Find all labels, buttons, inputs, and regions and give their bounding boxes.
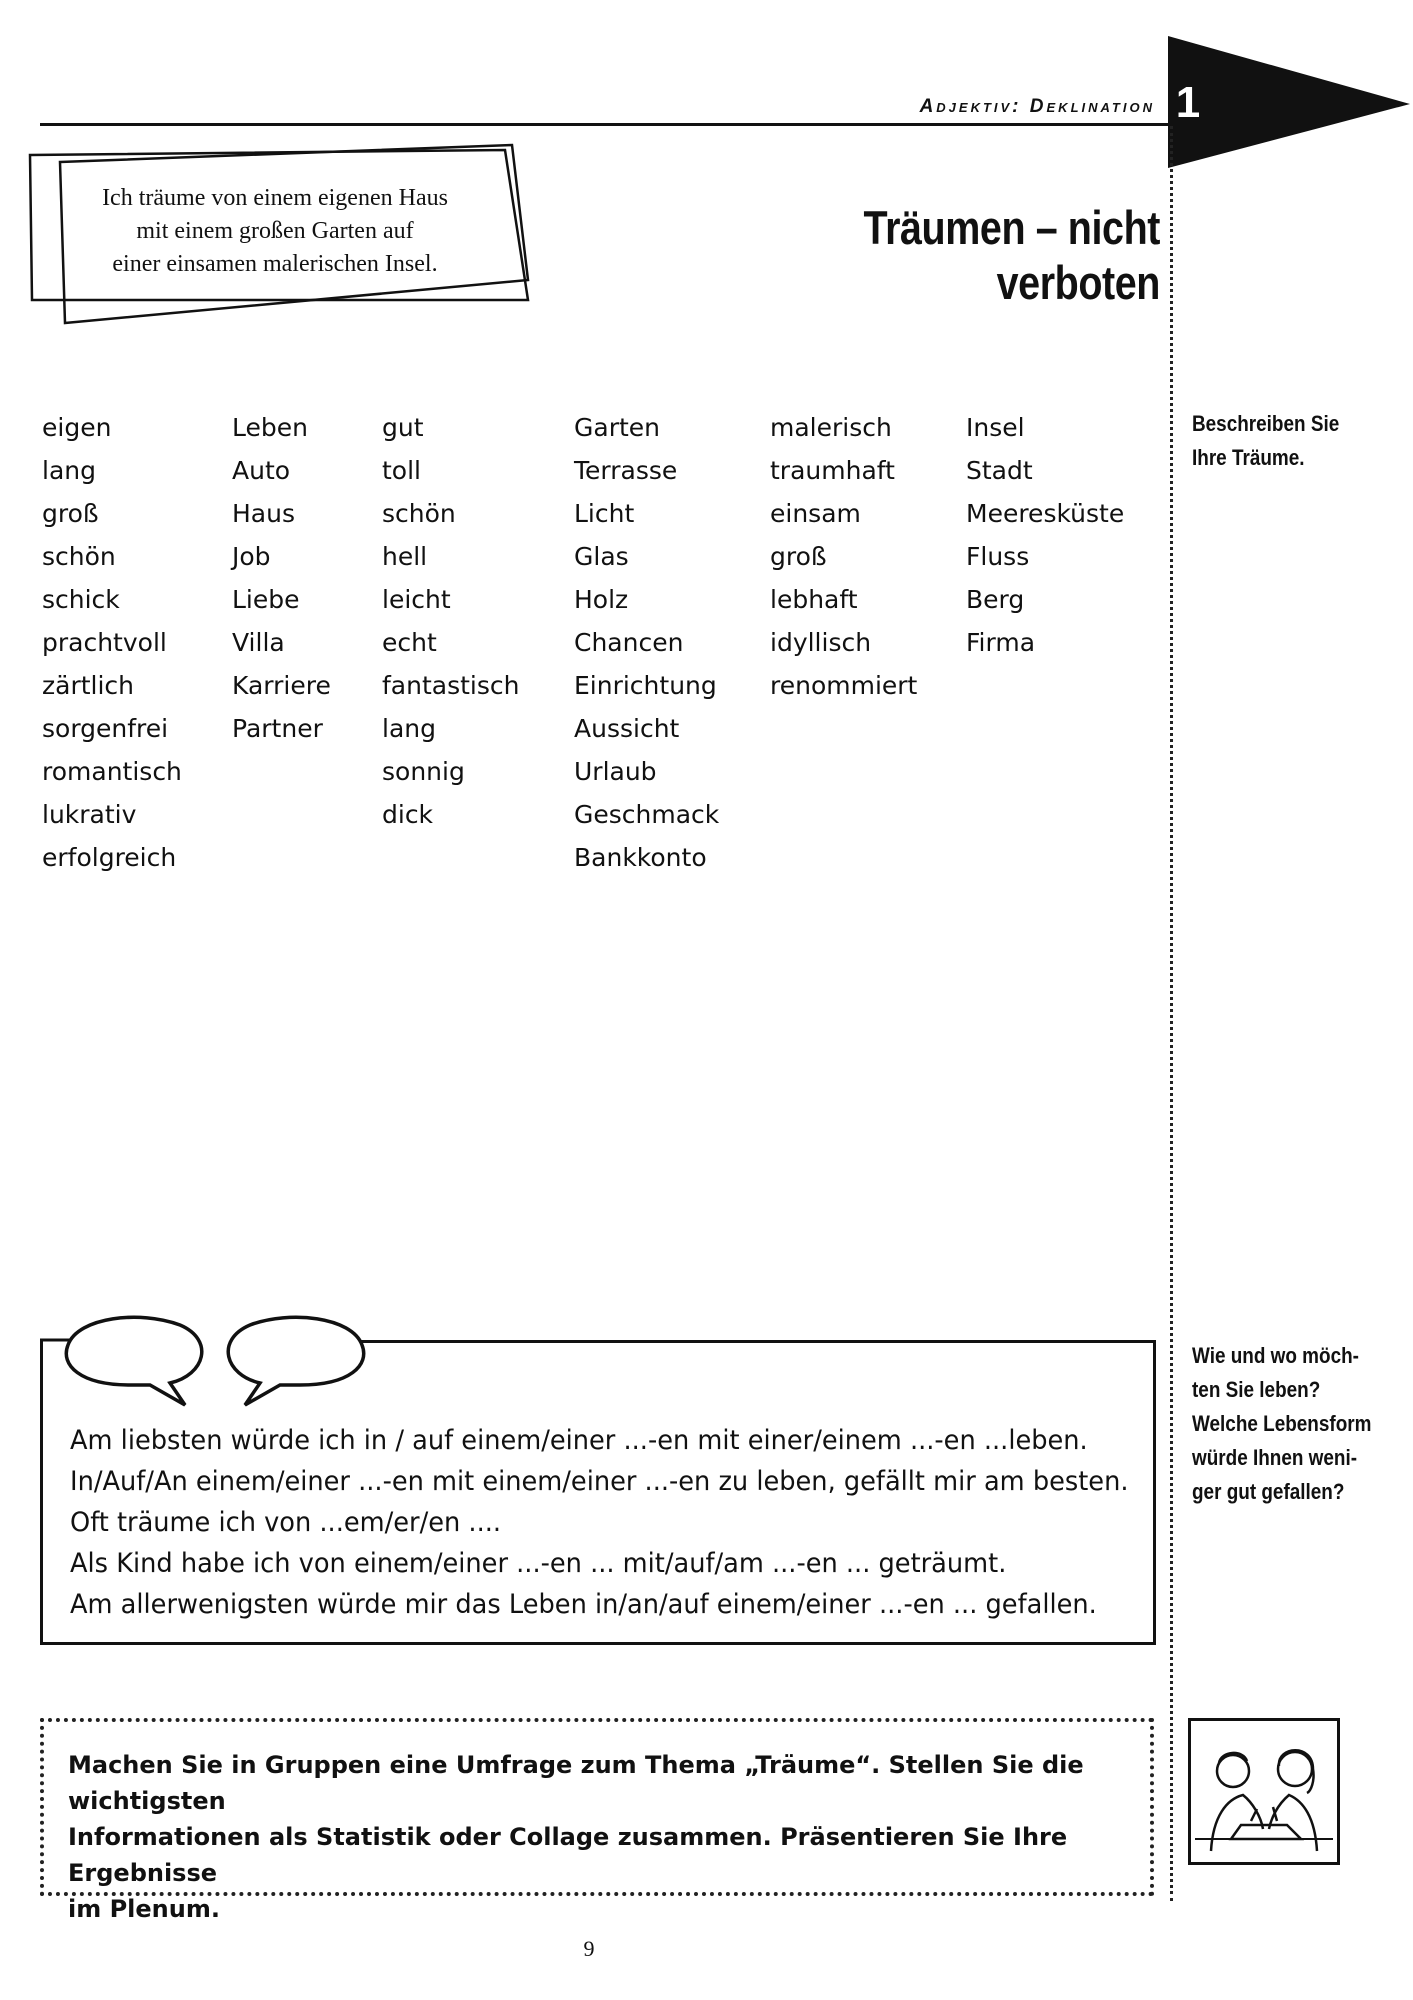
word-item: Terrasse [574,456,678,485]
word-item: schick [42,585,120,614]
word-item: Chancen [574,628,684,657]
word-item: Insel [966,413,1025,442]
speech-line: Oft träume ich von ...em/er/en .... [70,1507,502,1538]
quote-line: Ich träume von einem eigenen Haus [102,185,448,211]
conversation-illustration [1188,1718,1340,1865]
task-line: im Plenum. [68,1895,220,1923]
word-item: eigen [42,413,112,442]
word-item: zärtlich [42,671,135,700]
word-item: Karriere [232,671,331,700]
margin-divider [1170,126,1173,1901]
word-item: traumhaft [770,456,895,485]
word-item: Partner [232,714,323,743]
side-note-line: ten Sie leben? [1192,1377,1321,1402]
side-note-describe [1192,407,1339,475]
word-item: Garten [574,413,660,442]
speech-line: Am allerwenigsten würde mir das Leben in/an/auf einem/einer ...-en ... gefallen. [70,1589,1097,1620]
speech-sentences [70,1420,1129,1625]
word-item: romantisch [42,757,182,786]
side-note-line: Ihre Träume. [1192,445,1305,470]
word-item: Holz [574,585,629,614]
word-item: malerisch [770,413,892,442]
word-item: Berg [966,585,1025,614]
word-column-adjectives-1 [42,406,182,879]
side-note-questions [1192,1339,1371,1509]
word-item: Haus [232,499,295,528]
word-item: Urlaub [574,757,657,786]
word-item: groß [770,542,827,571]
word-item: Bankkonto [574,843,707,872]
quote-line: mit einem großen Garten auf [136,218,414,244]
word-item: Licht [574,499,635,528]
task-line: Informationen als Statistik oder Collage zusammen. Präsentieren Sie Ihre Ergebnisse [68,1823,1068,1887]
side-note-line: würde Ihnen weni- [1192,1445,1358,1470]
word-item: groß [42,499,99,528]
word-item: lukrativ [42,800,137,829]
section-label: Adjektiv: Deklination [919,96,1155,117]
word-item: echt [382,628,437,657]
word-column-nouns-3 [966,406,1124,664]
word-item: renommiert [770,671,918,700]
word-item: hell [382,542,428,571]
speech-box-top-rule [360,1340,1153,1343]
speech-line: Als Kind habe ich von einem/einer ...-en ... mit/auf/am ...-en ... geträumt. [70,1548,1007,1579]
word-column-adjectives-2 [382,406,519,836]
word-item: lang [42,456,96,485]
word-column-nouns-2 [574,406,719,879]
word-item: einsam [770,499,861,528]
chapter-number: 1 [1175,78,1201,127]
word-item: Liebe [232,585,300,614]
speech-bubbles-icon [40,1305,370,1415]
word-item: lang [382,714,436,743]
word-item: dick [382,800,434,829]
word-item: erfolgreich [42,843,177,872]
word-item: prachtvoll [42,628,167,657]
side-note-line: ger gut gefallen? [1192,1479,1345,1504]
word-item: sonnig [382,757,465,786]
word-item: Einrichtung [574,671,717,700]
word-item: toll [382,456,421,485]
word-item: Geschmack [574,800,720,829]
word-item: Job [232,542,271,571]
word-item: sorgenfrei [42,714,169,743]
word-item: Auto [232,456,291,485]
speech-line: In/Auf/An einem/einer ...-en mit einem/einer ...-en zu leben, gefällt mir am besten. [70,1466,1129,1497]
page-title: Träumen – nicht verboten [863,201,1160,309]
task-text [68,1747,1128,1927]
word-item: gut [382,413,424,442]
task-line: Machen Sie in Gruppen eine Umfrage zum Thema „Träume“. Stellen Sie die wichtigsten [68,1751,1084,1815]
word-item: Villa [232,628,285,657]
word-item: leicht [382,585,451,614]
quote-line: einer einsamen malerischen Insel. [112,251,438,277]
two-people-talking-icon [1191,1721,1337,1862]
side-note-line: Welche Lebensform [1192,1411,1372,1436]
page-number: 9 [583,1936,595,1961]
word-item: lebhaft [770,585,858,614]
word-item: Firma [966,628,1036,657]
word-item: schön [382,499,456,528]
word-column-nouns-1 [232,406,331,750]
side-note-line: Beschreiben Sie [1192,411,1340,436]
word-item: Aussicht [574,714,680,743]
word-item: Leben [232,413,308,442]
word-item: Glas [574,542,629,571]
word-item: Meeresküste [966,499,1125,528]
word-item: schön [42,542,116,571]
header-rule [40,123,1262,126]
word-item: idyllisch [770,628,872,657]
quote-text [50,182,500,281]
side-note-line: Wie und wo möch- [1192,1343,1359,1368]
speech-line: Am liebsten würde ich in / auf einem/einer ...-en mit einer/einem ...-en ...leben. [70,1425,1088,1456]
word-item: Stadt [966,456,1033,485]
word-column-adjectives-3 [770,406,917,707]
word-item: fantastisch [382,671,520,700]
word-item: Fluss [966,542,1030,571]
